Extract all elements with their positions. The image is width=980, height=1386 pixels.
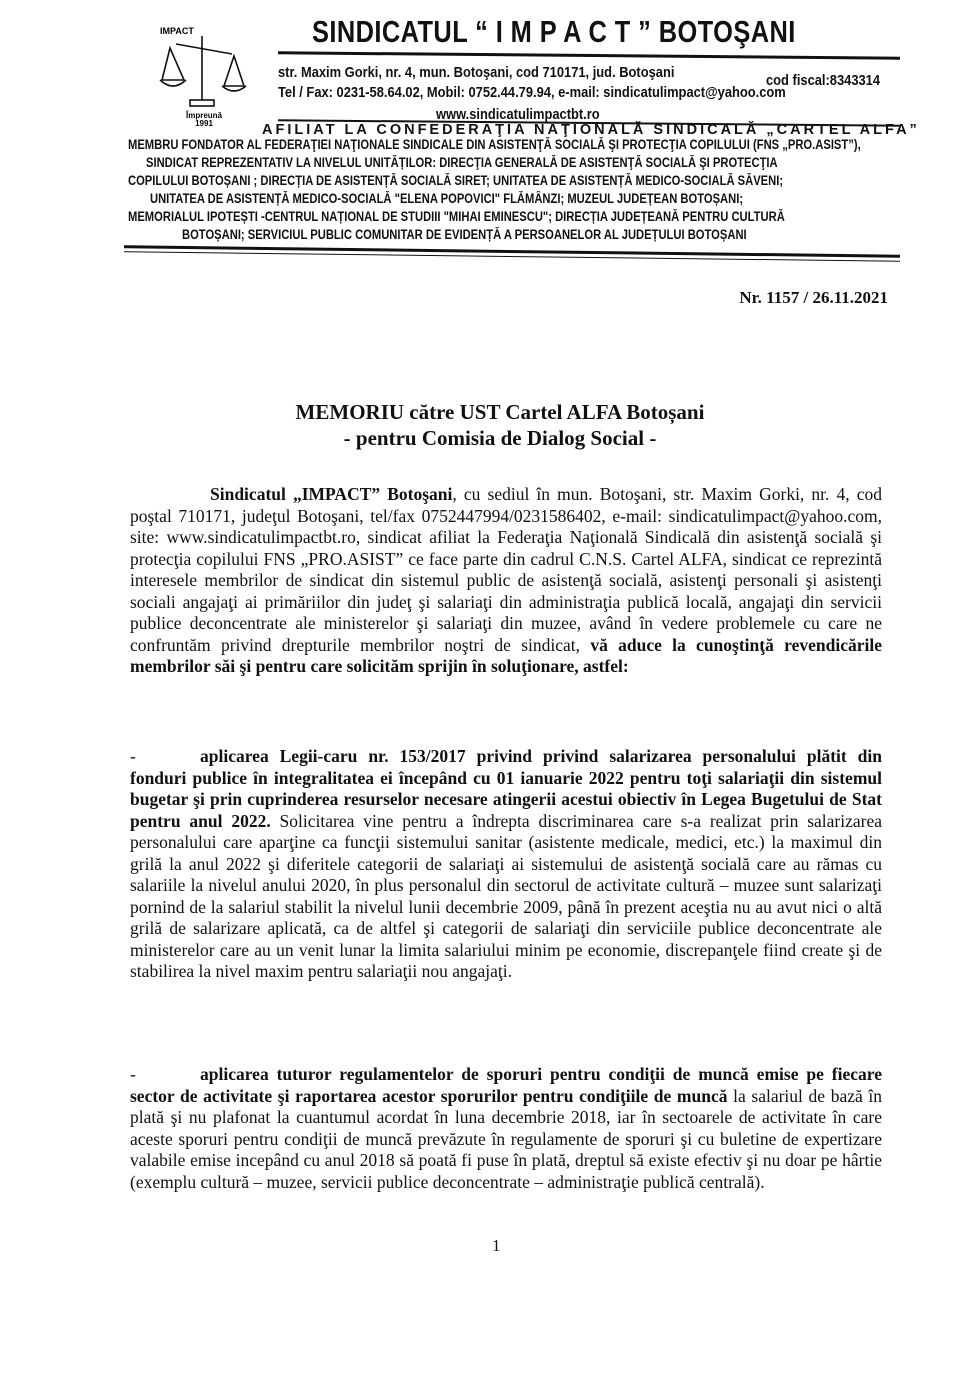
letterhead-line: SINDICAT REPREZENTATIV LA NIVELUL UNITĂȚILOR: DIRECŢIA GENERALĂ DE ASISTENŢĂ SOCIALĂ ŞI PROTECŢIA xyxy=(146,155,778,170)
letterhead-line: COPILULUI BOTOȘANI ; DIRECȚIA DE ASISTENȚĂ SOCIALĂ SIRET; UNITATEA DE ASISTENȚĂ MEDICO-SOCIALĂ SĂVENI; xyxy=(128,173,784,188)
letterhead-contact: Tel / Fax: 0231-58.64.02, Mobil: 0752.44.79.94, e-mail: sindicatulimpact@yahoo.com xyxy=(278,84,786,101)
page-number: 1 xyxy=(492,1236,501,1255)
intro-paragraph xyxy=(130,484,882,678)
document-title: MEMORIU către UST Cartel ALFA Botoșani xyxy=(295,400,705,424)
demand-heading: aplicarea tuturor regulamentelor de sporuri pentru condiţii de muncă emise pe fiecare sector de activitate şi raportarea acestor sporurilor pentru condiţiile de muncă xyxy=(130,1064,882,1106)
union-name: Sindicatul „IMPACT” Botoşani xyxy=(210,484,453,504)
demand-text: Solicitarea vine pentru a îndrepta discriminarea care s-a realizat prin salarizarea personalului care aparţine ca funcţii sistemului sanitar (asistente medicale, medici, etc.) la maximul din grilă la anul 2022 şi diferitele categorii de salariaţi ai sistemului de asistenţă socială care au rămas cu salariile la nivelul anului 2020, în plus personalul din sectorul de activitate cultură – muzee sunt salarizaţi pornind de la salariul stabilit la nivelul lunii decembrie 2009, până în prezent aceştia nu au avut nici o altă grilă de salarizare aplicată, ca de altfel şi categorii de salariaţi din serviciile publice deconcentrate ale ministerelor care au un venit lunar la limita salariului minim pe economie, discrepanţele fiind create şi de stabilirea la nivel maxim pentru salariaţii nou angajaţi. xyxy=(130,810,882,981)
bullet-dash: - xyxy=(130,746,136,766)
svg-text:Împreună: Împreună xyxy=(185,111,223,120)
svg-text:1991: 1991 xyxy=(195,119,213,128)
letterhead-affiliation: AFILIAT LA CONFEDERAŢIA NAŢIONALĂ SINDICALĂ „CARTEL ALFA” xyxy=(262,122,920,138)
letterhead-title: SINDICATUL “ I M P A C T ” BOTOŞANI xyxy=(312,14,796,49)
intro-text: , cu sediul în mun. Botoşani, str. Maxim Gorki, nr. 4, cod poştal 710171, judeţul Botoşani, tel/fax 0752447994/0231586402, e-mail: sindicatulimpact@yahoo.com, site: www.sindicatulimpactbt.ro, sindicat afiliat la Federaţia Naţională Sindicală din asistenţă socială şi protecţia copilului FNS „PRO.ASIST” ce face parte din cadrul C.N.S. Cartel ALFA, sindicat ce reprezintă interesele membrilor de sindicat din sistemul public de asistenţă socială, asistenţi personali şi asistenţi sociali angajaţi ai primăriilor din judeţ şi salariaţi din administraţia publică locală, angajaţi din servicii publice deconcentrate ale ministerelor şi salariaţi din muzee, având în vedere problemele cu care ne confruntăm privind drepturile membrilor noştri de sindicat, xyxy=(130,484,883,655)
letterhead-line: UNITATEA DE ASISTENȚĂ MEDICO-SOCIALĂ "ELENA POPOVICI" FLĂMÂNZI; MUZEUL JUDEȚEAN BOTOȘANI; xyxy=(150,191,744,206)
union-logo xyxy=(140,14,268,132)
bullet-dash: - xyxy=(130,1064,136,1084)
demand-text: la salariul de bază în plată şi nu plafonat la cuantumul acordat în luna decembrie 2018, iar în sectoarele de activitate în care aceste sporuri pentru condiţii de muncă prevăzute în regulamente de sporuri şi cu buletine de expertizare valabile emise incepând cu anul 2018 să poată fi puse în plată, dreptul să existe efectiv şi nu doar pe hârtie (exemplu cultură – muzee, servicii publice deconcentrate – administraţie publică centrală). xyxy=(130,1085,882,1192)
letterhead-fiscal-code: cod fiscal:8343314 xyxy=(766,72,881,89)
svg-text:IMPACT: IMPACT xyxy=(160,26,194,36)
divider xyxy=(278,51,900,59)
demand-item-1 xyxy=(130,746,882,983)
document-subtitle: - pentru Comisia de Dialog Social - xyxy=(343,426,657,450)
demand-item-2 xyxy=(130,1064,882,1193)
reference-number: Nr. 1157 / 26.11.2021 xyxy=(739,288,888,307)
intro-request: vă aduce la cunoştinţă revendicările membrilor săi şi pentru care solicităm sprijin în soluţionare, astfel: xyxy=(130,634,882,676)
letterhead-website: www.sindicatulimpactbt.ro xyxy=(436,106,600,123)
letterhead-address: str. Maxim Gorki, nr. 4, mun. Botoşani, cod 710171, jud. Botoşani xyxy=(278,64,675,81)
letterhead-line: MEMORIALUL IPOTEȘTI -CENTRUL NAȚIONAL DE STUDIII "MIHAI EMINESCU"; DIRECȚIA JUDEȚEANĂ PENTRU CULTURĂ xyxy=(128,209,785,224)
letterhead-line: BOTOȘANI; SERVICIUL PUBLIC COMUNITAR DE EVIDENȚĂ A PERSOANELOR AL JUDEȚULUI BOTOȘANI xyxy=(182,227,747,242)
demand-heading: aplicarea Legii-caru nr. 153/2017 privind privind salarizarea personalului plătit din fonduri publice în integralitatea ei începând cu 01 ianuarie 2022 pentru toţi salariaţii din sistemul bugetar şi prin cuprinderea resurselor necesare atingerii acestui obiectiv în Legea Bugetului de Stat pentru anul 2022. xyxy=(130,746,882,831)
letterhead-line: MEMBRU FONDATOR AL FEDERAŢIEI NAŢIONALE SINDICALE DIN ASISTENŢĂ SOCIALĂ ŞI PROTECŢIA COPILULUI (FNS „PRO.ASIST”), xyxy=(128,137,861,152)
